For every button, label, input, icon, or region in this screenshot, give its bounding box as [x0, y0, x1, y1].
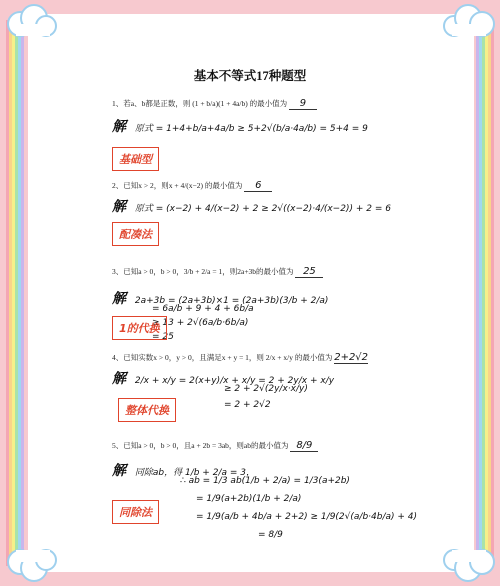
solution-line: = 8/9: [258, 530, 283, 540]
question-text: 1、若a、b都是正数，则 (1 + b/a)(1 + 4a/b) 的最小值为: [112, 99, 288, 108]
problem-1-question: [112, 98, 317, 110]
solution-line: 2a+3b = (2a+3b)×1 = (2a+3b)(3/b + 2/a): [134, 296, 329, 306]
answer-blank: 2+2√2: [334, 352, 369, 363]
solution-line: ≥ 2 + 2√(2y/x·x/y): [224, 384, 308, 394]
solution-label: 解: [112, 291, 126, 307]
cloud-decoration-bottom-right: [440, 544, 498, 584]
answer-blank: 6: [244, 180, 272, 192]
solution-line: = 25: [152, 332, 174, 342]
solution-line: 原式 = 1+4+b/a+4a/b ≥ 5+2√(b/a·4a/b) = 5+4 = 9: [134, 124, 368, 134]
cloud-decoration-top-right: [440, 2, 498, 42]
method-tag: 1的代换: [112, 316, 167, 340]
problem-4-question: [112, 352, 368, 364]
cloud-decoration-bottom-left: [2, 544, 60, 584]
solution-label: 解: [112, 463, 126, 479]
problem-1-solution: [112, 116, 368, 136]
solution-line: = 1/9(a/b + 4b/a + 2+2) ≥ 1/9(2√(a/b·4b/a) + 4): [196, 512, 418, 522]
method-tag: 同除法: [112, 500, 159, 524]
solution-label: 解: [112, 371, 126, 387]
answer-blank: 9: [289, 98, 317, 110]
question-text: 3、已知a > 0，b > 0，3/b + 2/a = 1，则2a+3b的最小值为: [112, 267, 294, 276]
question-text: 5、已知a > 0，b > 0，且a + 2b = 3ab，则ab的最小值为: [112, 441, 289, 450]
right-border-stripes: [472, 20, 494, 566]
problem-5-question: [112, 440, 318, 452]
solution-line: = 1/9(a+2b)(1/b + 2/a): [196, 494, 302, 504]
solution-line: ∴ ab = 1/3 ab(1/b + 2/a) = 1/3(a+2b): [180, 476, 350, 486]
solution-line: 原式 = (x−2) + 4/(x−2) + 2 ≥ 2√((x−2)·4/(x−2)) + 2 = 6: [134, 204, 391, 214]
solution-label: 解: [112, 119, 126, 135]
answer-blank: 8/9: [290, 440, 318, 452]
method-tag: 配凑法: [112, 222, 159, 246]
solution-line: = 6a/b + 9 + 4 + 6b/a: [152, 304, 254, 314]
left-border-stripes: [6, 20, 28, 566]
page-title: 基本不等式17种题型: [193, 69, 307, 83]
method-tag: 基础型: [112, 147, 159, 171]
solution-line: ≥ 13 + 2√(6a/b·6b/a): [152, 318, 249, 328]
problem-3-question: [112, 266, 323, 278]
problem-2-question: [112, 180, 272, 192]
question-text: 2、已知x > 2，则x + 4/(x−2) 的最小值为: [112, 181, 243, 190]
solution-line: = 2 + 2√2: [224, 400, 271, 410]
method-tag: 整体代换: [118, 398, 176, 422]
cloud-decoration-top-left: [2, 2, 60, 42]
question-text: 4、已知实数x > 0，y > 0，且满足x + y = 1，则 2/x + x/y 的最小值为: [112, 353, 333, 362]
solution-line: 同除ab，得 1/b + 2/a = 3，: [134, 468, 255, 478]
problem-2-solution: [112, 196, 391, 216]
solution-label: 解: [112, 199, 126, 215]
solution-line: 2/x + x/y = 2(x+y)/x + x/y = 2 + 2y/x + x/y: [134, 376, 335, 386]
answer-blank: 25: [295, 266, 323, 278]
